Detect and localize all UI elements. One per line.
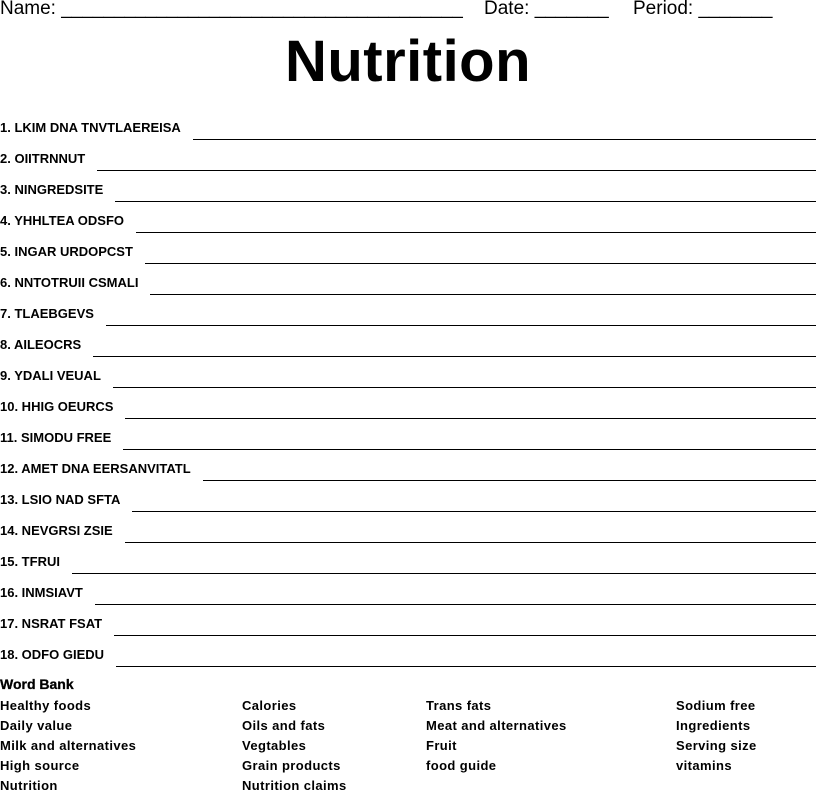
answer-line[interactable]: [116, 665, 816, 667]
answer-line[interactable]: [115, 200, 816, 202]
word-bank-word: Milk and alternatives: [0, 738, 137, 753]
answer-line[interactable]: [193, 138, 816, 140]
clue-row: [0, 205, 816, 236]
clue-text: 11. SIMODU FREE: [0, 430, 112, 445]
word-bank-word: Serving size: [676, 738, 757, 753]
clue-row: [0, 112, 816, 143]
word-bank-column-2: [242, 697, 347, 797]
word-bank-word: Nutrition: [0, 778, 58, 793]
answer-line[interactable]: [123, 448, 816, 450]
word-bank-word: Vegtables: [242, 738, 307, 753]
clue-row: [0, 639, 816, 670]
answer-line[interactable]: [132, 510, 816, 512]
clue-text: 14. NEVGRSI ZSIE: [0, 523, 113, 538]
word-bank-word: Grain products: [242, 758, 341, 773]
clue-row: [0, 577, 816, 608]
answer-line[interactable]: [93, 355, 816, 357]
clue-row: [0, 236, 816, 267]
word-bank-column-1: [0, 697, 136, 797]
answer-line[interactable]: [106, 324, 816, 326]
word-bank-word: Fruit: [426, 738, 457, 753]
answer-line[interactable]: [145, 262, 816, 264]
clue-row: [0, 608, 816, 639]
clue-row: [0, 546, 816, 577]
clue-row: [0, 143, 816, 174]
answer-line[interactable]: [113, 386, 816, 388]
name-field-label: Name: ______________________________________: [0, 0, 463, 19]
clue-text: 7. TLAEBGEVS: [0, 306, 94, 321]
clue-row: [0, 453, 816, 484]
clue-row: [0, 422, 816, 453]
clue-row: [0, 298, 816, 329]
word-bank-word: Healthy foods: [0, 698, 92, 713]
word-bank-word: Meat and alternatives: [426, 718, 567, 733]
word-bank-word: Sodium free: [676, 698, 756, 713]
clue-text: 13. LSIO NAD SFTA: [0, 492, 121, 507]
clue-row: [0, 391, 816, 422]
clue-text: 10. HHIG OEURCS: [0, 399, 114, 414]
answer-line[interactable]: [72, 572, 816, 574]
word-bank-word: food guide: [426, 758, 497, 773]
date-field-label: Date: _______: [484, 0, 609, 19]
clue-row: [0, 484, 816, 515]
period-field-label: Period: _______: [633, 0, 773, 19]
clue-text: 4. YHHLTEA ODSFO: [0, 213, 124, 228]
clue-text: 5. INGAR URDOPCST: [0, 244, 133, 259]
clue-text: 17. NSRAT FSAT: [0, 616, 103, 631]
word-bank-title: Word Bank: [0, 676, 74, 692]
word-bank-word: vitamins: [676, 758, 732, 773]
clue-text: 8. AILEOCRS: [0, 337, 82, 352]
clue-text: 18. ODFO GIEDU: [0, 647, 105, 662]
answer-line[interactable]: [203, 479, 816, 481]
clue-list: [0, 112, 816, 670]
answer-line[interactable]: [97, 169, 816, 171]
answer-line[interactable]: [125, 541, 816, 543]
word-bank-word: Oils and fats: [242, 718, 326, 733]
clue-row: [0, 329, 816, 360]
answer-line[interactable]: [95, 603, 816, 605]
clue-text: 9. YDALI VEUAL: [0, 368, 101, 383]
clue-text: 15. TFRUI: [0, 554, 60, 569]
word-bank-word: Ingredients: [676, 718, 751, 733]
clue-text: 3. NINGREDSITE: [0, 182, 104, 197]
clue-row: [0, 174, 816, 205]
word-bank-word: Calories: [242, 698, 297, 713]
header-fields: [0, 0, 816, 22]
answer-line[interactable]: [150, 293, 816, 295]
word-bank-word: Daily value: [0, 718, 73, 733]
answer-line[interactable]: [125, 417, 816, 419]
clue-text: 2. OIITRNNUT: [0, 151, 86, 166]
word-bank-column-3: [426, 697, 567, 777]
clue-text: 12. AMET DNA EERSANVITATL: [0, 461, 191, 476]
clue-text: 6. NNTOTRUII CSMALI: [0, 275, 139, 290]
answer-line[interactable]: [136, 231, 816, 233]
word-bank-word: Trans fats: [426, 698, 492, 713]
word-bank-word: High source: [0, 758, 80, 773]
clue-row: [0, 267, 816, 298]
clue-text: 16. INMSIAVT: [0, 585, 83, 600]
clue-text: 1. LKIM DNA TNVTLAEREISA: [0, 120, 181, 135]
word-bank-word: Nutrition claims: [242, 778, 347, 793]
word-bank-column-4: [676, 697, 757, 777]
clue-row: [0, 360, 816, 391]
page-title: Nutrition: [284, 29, 532, 94]
answer-line[interactable]: [114, 634, 816, 636]
clue-row: [0, 515, 816, 546]
